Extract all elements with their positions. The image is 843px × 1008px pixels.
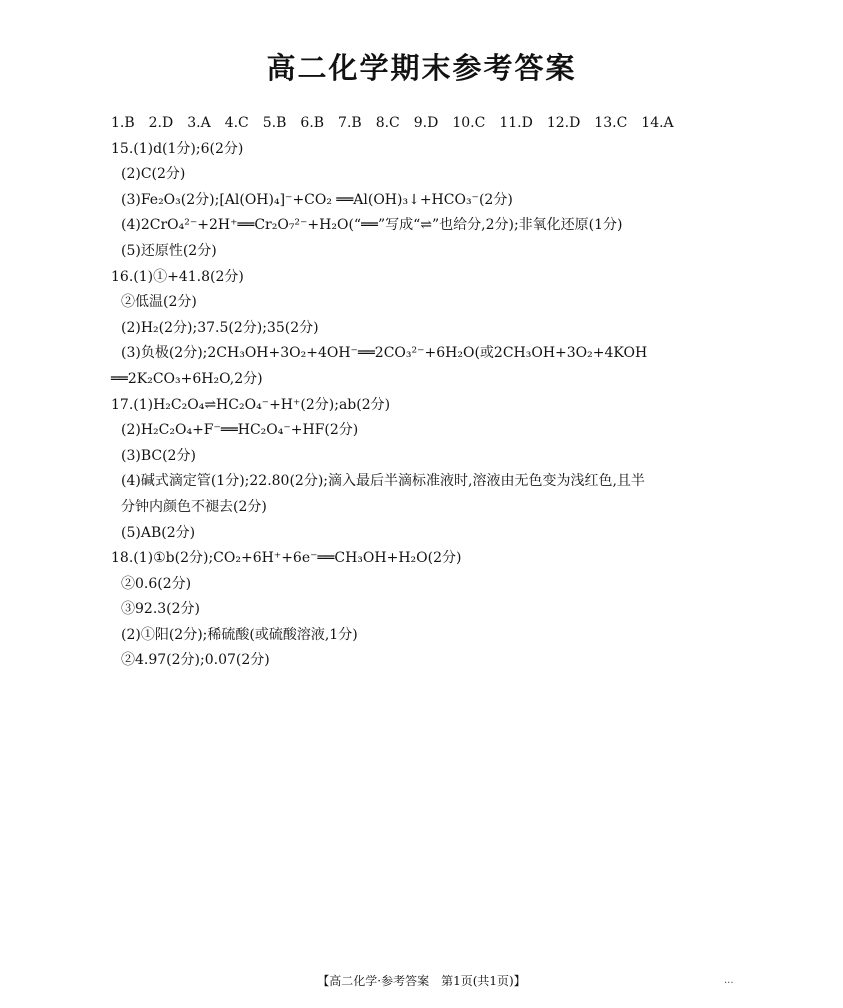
answer-line: (5)还原性(2分) bbox=[121, 242, 217, 259]
answer-line: (4)碱式滴定管(1分);22.80(2分);滴入最后半滴标准液时,溶液由无色变为浅红色,且半 bbox=[121, 473, 645, 490]
answer-line: (2)C(2分) bbox=[121, 166, 186, 183]
answer-line: 15.(1)d(1分);6(2分) bbox=[111, 140, 244, 157]
answer-line: (3)负极(2分);2CH₃OH+3O₂+4OH⁻══2CO₃²⁻+6H₂O(或2CH₃OH+3O₂+4KOH bbox=[121, 345, 648, 362]
answer-line: (4)2CrO₄²⁻+2H⁺══Cr₂O₇²⁻+H₂O(“══”写成“⇌”也给分,2分);非氧化还原(1分) bbox=[121, 217, 623, 234]
answer-line: ══2K₂CO₃+6H₂O,2分) bbox=[111, 370, 263, 387]
answer-line: ②4.97(2分);0.07(2分) bbox=[121, 652, 270, 669]
answer-line: (2)H₂(2分);37.5(2分);35(2分) bbox=[121, 319, 319, 336]
answer-line: 17.(1)H₂C₂O₄⇌HC₂O₄⁻+H⁺(2分);ab(2分) bbox=[111, 396, 391, 413]
answer-line: (3)Fe₂O₃(2分);[Al(OH)₄]⁻+CO₂ ══Al(OH)₃↓+HCO₃⁻(2分) bbox=[121, 191, 513, 208]
answer-line: 16.(1)①+41.8(2分) bbox=[111, 268, 244, 285]
answer-line: (3)BC(2分) bbox=[121, 447, 196, 464]
answer-line: 18.(1)①b(2分);CO₂+6H⁺+6e⁻══CH₃OH+H₂O(2分) bbox=[111, 550, 462, 567]
answer-line: ③92.3(2分) bbox=[121, 601, 201, 618]
answer-line: 分钟内颜色不褪去(2分) bbox=[121, 498, 267, 515]
answer-line: (2)①阳(2分);稀硫酸(或硫酸溶液,1分) bbox=[121, 626, 358, 643]
page-title: 高二化学期末参考答案 bbox=[266, 51, 577, 85]
corner-mark: ... bbox=[724, 975, 734, 986]
answer-body bbox=[111, 111, 751, 674]
answer-line: ②0.6(2分) bbox=[121, 575, 192, 592]
answer-line: (2)H₂C₂O₄+F⁻══HC₂O₄⁻+HF(2分) bbox=[121, 422, 359, 439]
answer-line: ②低温(2分) bbox=[121, 294, 197, 311]
answer-line: (5)AB(2分) bbox=[121, 524, 196, 541]
answer-line: 1.B 2.D 3.A 4.C 5.B 6.B 7.B 8.C 9.D 10.C 11.D 12.D 13.C 14.A bbox=[111, 115, 674, 131]
page-footer: 【高二化学·参考答案 第1页(共1页)】 bbox=[317, 974, 526, 988]
